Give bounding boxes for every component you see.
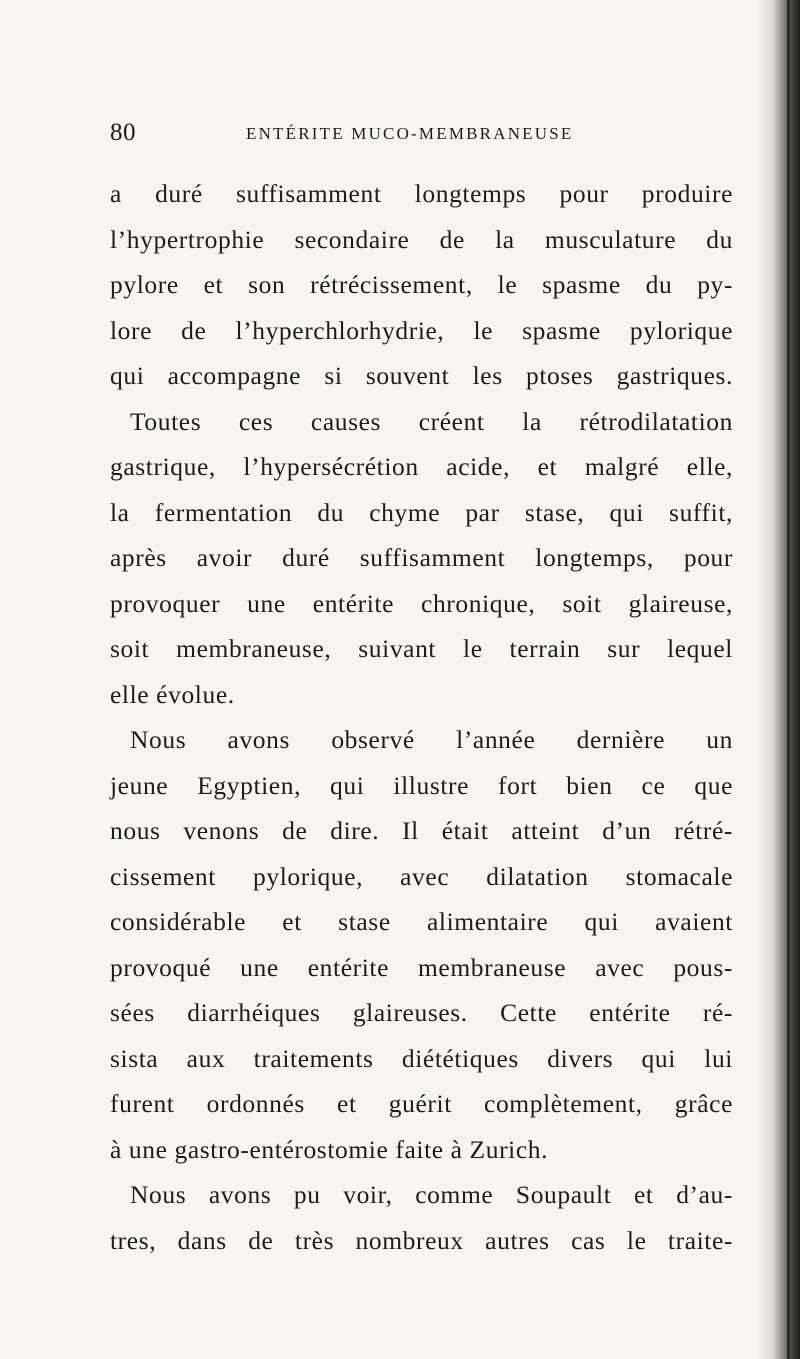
text-line: pylore et son rétrécissement, le spasme du py-: [110, 270, 733, 299]
text-line: nous venons de dire. Il était atteint d’un rétré-: [110, 816, 733, 845]
text-line: cissement pylorique, avec dilatation stomacale: [110, 861, 733, 891]
text-line: soit membraneuse, suivant le terrain sur lequel: [110, 634, 733, 663]
text-line: a duré suffisamment longtemps pour produire: [110, 179, 733, 208]
text-line: furent ordonnés et guérit complètement, grâce: [110, 1089, 733, 1118]
text-line: gastrique, l’hypersécrétion acide, et malgré elle,: [110, 452, 733, 481]
text-line: l’hypertrophie secondaire de la musculature du: [110, 224, 733, 254]
text-line: Toutes ces causes créent la rétrodilatation: [130, 406, 733, 436]
page-edge-line: [787, 0, 790, 1359]
text-line: sées diarrhéiques glaireuses. Cette entérite ré-: [110, 998, 733, 1027]
body-text: [110, 171, 733, 1263]
text-line: elle évolue.: [110, 679, 235, 709]
text-line: considérable et stase alimentaire qui avaient: [110, 907, 733, 936]
running-title: ENTÉRITE MUCO-MEMBRANEUSE: [246, 124, 574, 143]
text-line: Nous avons pu voir, comme Soupault et d’au-: [130, 1180, 733, 1209]
text-line: qui accompagne si souvent les ptoses gastriques.: [110, 361, 733, 390]
text-line: la fermentation du chyme par stase, qui suffit,: [110, 497, 733, 527]
text-line: sista aux traitements diététiques divers qui lui: [110, 1043, 733, 1073]
text-line: provoquer une entérite chronique, soit glaireuse,: [110, 588, 733, 618]
text-line: tres, dans de très nombreux autres cas le traite-: [110, 1225, 733, 1255]
text-line: Nous avons observé l’année dernière un: [130, 725, 733, 754]
text-line: après avoir duré suffisamment longtemps, pour: [110, 543, 733, 572]
text-line: lore de l’hyperchlorhydrie, le spasme pylorique: [110, 315, 733, 345]
text-line: jeune Egyptien, qui illustre fort bien ce que: [110, 770, 733, 800]
page-number: 80: [110, 119, 136, 146]
page-edge-shadow: [758, 0, 800, 1359]
page-header: [110, 118, 730, 148]
text-line: provoqué une entérite membraneuse avec pous-: [110, 952, 733, 982]
text-line: à une gastro-entérostomie faite à Zurich.: [110, 1134, 549, 1164]
